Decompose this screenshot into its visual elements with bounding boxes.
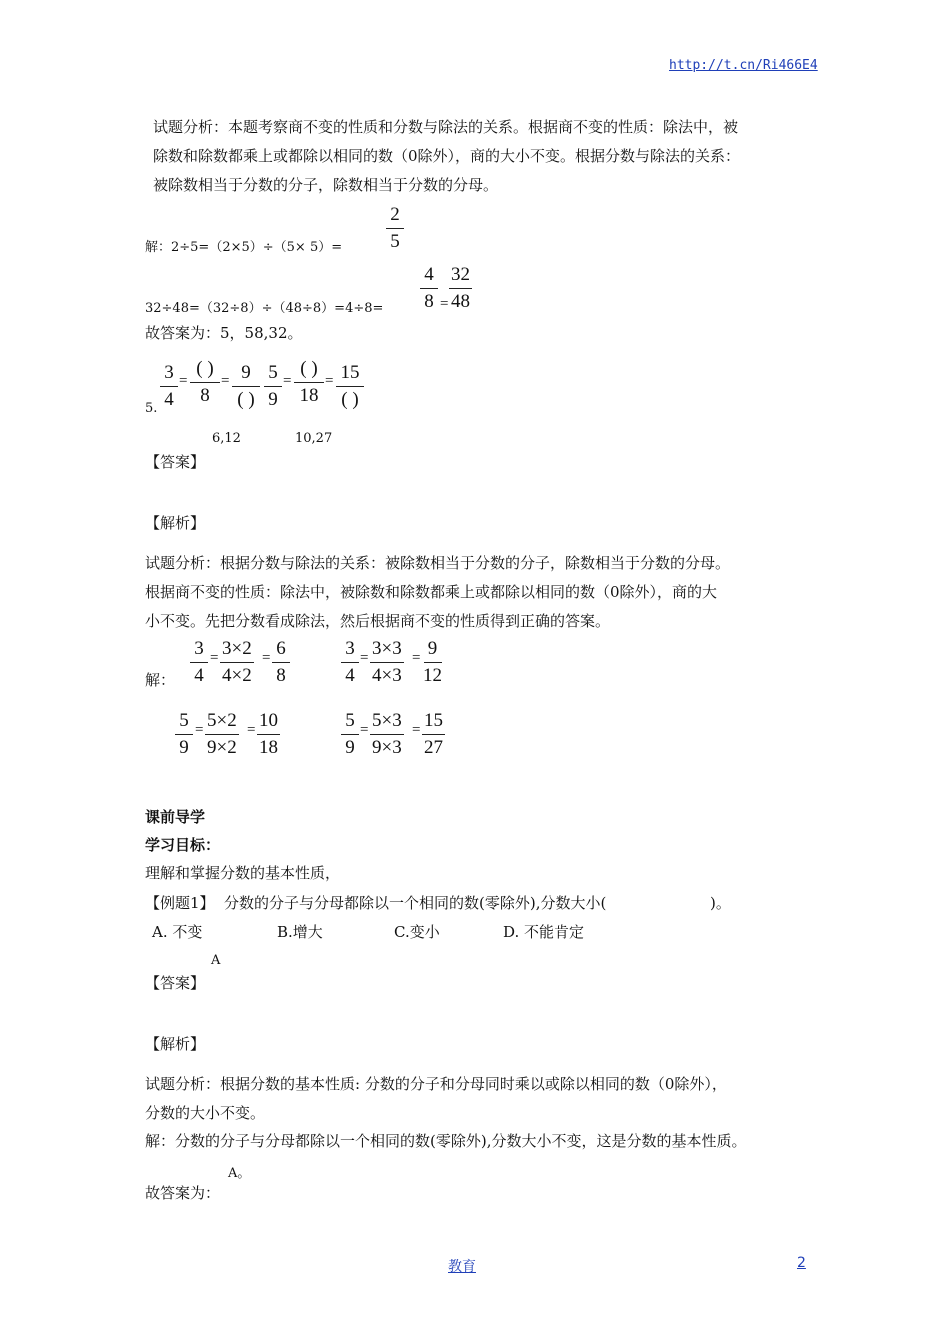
- r1a-eq-2: =: [262, 650, 271, 666]
- option-a: A. 不变: [152, 923, 203, 941]
- fraction-32-48: $\frac{32}{48}$: [451, 264, 470, 312]
- q5-analysis-line2: 根据商不变的性质：除法中，被除数和除数都乘上或都除以相同的数（0除外），商的大: [145, 583, 718, 601]
- q5-frac-a: $\frac{3}{4}$: [160, 362, 178, 411]
- final-answer-label: 故答案为：: [145, 1184, 221, 1202]
- r1b-frac-3: $\frac{9}{12}$: [423, 638, 442, 686]
- r1b-frac-1: $\frac{3}{4}$: [341, 638, 359, 687]
- analysis1-line2: 除数和除数都乘上或都除以相同的数（0除外），商的大小不变。根据分数与除法的关系：: [153, 147, 741, 165]
- q5-eq-3: =: [283, 373, 292, 389]
- example-label: 【例题1】: [145, 894, 215, 912]
- r1b-frac-2: $\frac{3\times 3}{4\times 3}$: [372, 638, 402, 686]
- r2b-eq-1: =: [360, 722, 369, 738]
- header-url[interactable]: http://t.cn/Ri466E4: [669, 58, 818, 73]
- r2b-eq-2: =: [412, 722, 421, 738]
- r2a-frac-2: $\frac{5\times 2}{9\times 2}$: [207, 710, 237, 758]
- analysis1-line3: 被除数相当于分数的分子，除数相当于分数的分母。: [153, 176, 499, 194]
- page-number: 2: [797, 1255, 806, 1271]
- solution1-answer: 故答案为：5，58,32。: [145, 324, 303, 342]
- example-jiexi-tag: 【解析】: [145, 1035, 206, 1053]
- r2b-frac-2: $\frac{5\times 3}{9\times 3}$: [372, 710, 402, 758]
- solution1-line2: 32÷48=（32÷8）÷（48÷8）=4÷8=: [145, 301, 384, 316]
- goal-text: 理解和掌握分数的基本性质，: [145, 864, 341, 882]
- q5-analysis-line3: 小不变。先把分数看成除法，然后根据商不变的性质得到正确的答案。: [145, 612, 611, 630]
- equals-sign: =: [440, 296, 449, 312]
- q5-frac-b: ( ) 8: [190, 358, 220, 407]
- example-end: )。: [710, 894, 731, 912]
- goal-heading: 学习目标：: [145, 836, 221, 854]
- solution1-line1: 解：2÷5=（2×5）÷（5× 5）=: [145, 240, 343, 255]
- q5-jie-label: 解：: [145, 671, 176, 689]
- r1a-eq-1: =: [210, 650, 219, 666]
- r1b-eq-1: =: [360, 650, 369, 666]
- footer-link[interactable]: 教育: [448, 1259, 476, 1275]
- r2a-frac-3: $\frac{10}{18}$: [259, 710, 278, 758]
- q5-frac-e: ( ) 18: [294, 358, 324, 407]
- q5-eq-4: =: [325, 373, 334, 389]
- r2a-frac-1: $\frac{5}{9}$: [175, 710, 193, 759]
- final-answer-value: A。: [228, 1166, 251, 1181]
- q5-frac-c: 9 ( ): [232, 362, 260, 411]
- option-d: D. 不能肯定: [503, 923, 585, 941]
- fraction-4-8: $\frac{4}{8}$: [420, 264, 438, 313]
- analysis1-line1: 试题分析：本题考察商不变的性质和分数与除法的关系。根据商不变的性质：除法中，被: [153, 118, 739, 136]
- r1a-frac-1: $\frac{3}{4}$: [190, 638, 208, 687]
- example-answer-value: A: [211, 953, 221, 968]
- q5-label: 5.: [145, 401, 158, 416]
- q5-frac-f: 15 ( ): [336, 362, 364, 411]
- example-text: 分数的分子与分母都除以一个相同的数(零除外),分数大小(: [224, 894, 607, 912]
- section-heading: 课前导学: [145, 808, 206, 826]
- fraction-2-5: $\frac{2}{5}$: [386, 204, 404, 253]
- option-b: B.增大: [277, 923, 323, 941]
- r1a-frac-2: $\frac{3\times 2}{4\times 2}$: [222, 638, 252, 686]
- r2b-frac-3: $\frac{15}{27}$: [424, 710, 443, 758]
- r1b-eq-2: =: [412, 650, 421, 666]
- q5-eq-1: =: [179, 373, 188, 389]
- q5-answer-2: 10,27: [295, 431, 333, 446]
- q5-eq-2: =: [221, 373, 230, 389]
- r2b-frac-1: $\frac{5}{9}$: [341, 710, 359, 759]
- q5-answer-1: 6,12: [212, 431, 241, 446]
- example-analysis-line2: 分数的大小不变。: [145, 1104, 266, 1122]
- q5-jiexi-tag: 【解析】: [145, 514, 206, 532]
- example-answer-tag: 【答案】: [145, 974, 206, 992]
- example-analysis-line1: 试题分析：根据分数的基本性质: 分数的分子和分母同时乘以或除以相同的数（0除外），: [145, 1075, 727, 1093]
- r2a-eq-1: =: [195, 722, 204, 738]
- option-c: C.变小: [394, 923, 440, 941]
- q5-answer-tag: 【答案】: [145, 453, 206, 471]
- r2a-eq-2: =: [247, 722, 256, 738]
- q5-frac-d: $\frac{5}{9}$: [264, 362, 282, 411]
- r1a-frac-3: $\frac{6}{8}$: [272, 638, 290, 687]
- q5-analysis-line1: 试题分析：根据分数与除法的关系：被除数相当于分数的分子，除数相当于分数的分母。: [145, 554, 731, 572]
- example-solution-line: 解：分数的分子与分母都除以一个相同的数(零除外),分数大小不变，这是分数的基本性质。: [145, 1132, 747, 1150]
